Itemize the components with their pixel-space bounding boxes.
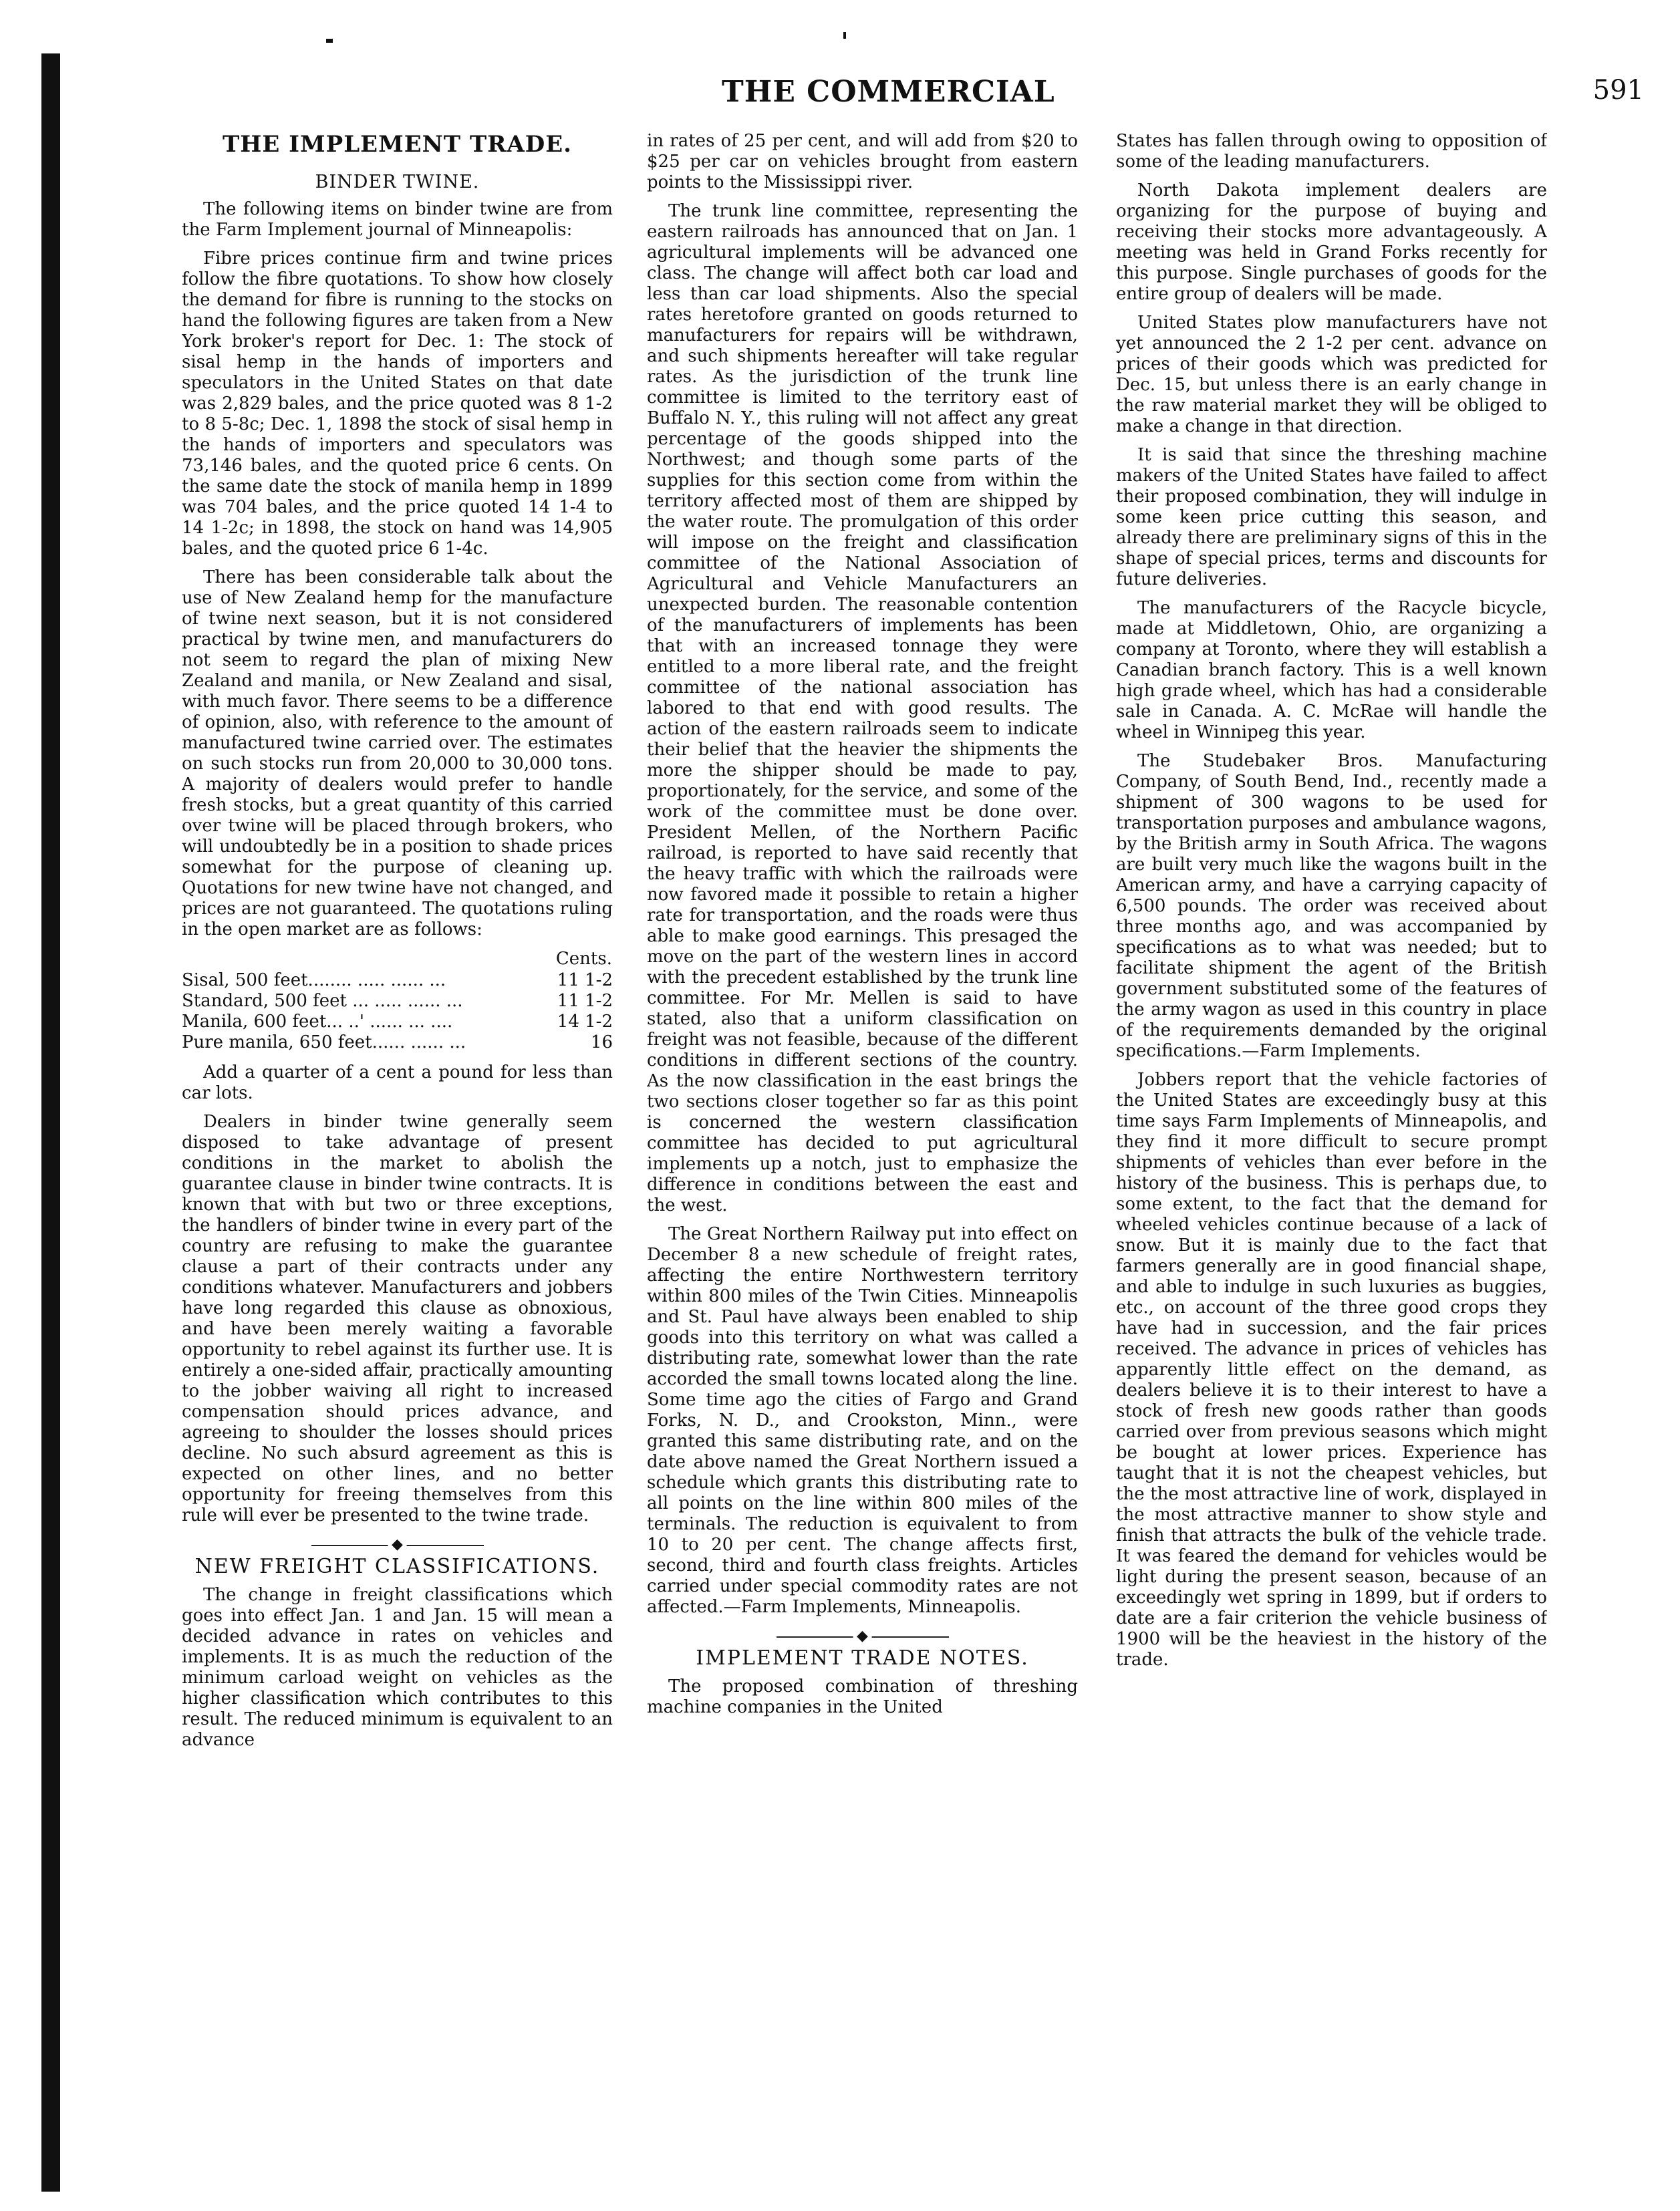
paragraph: The Studebaker Bros. Manufacturing Company, of South Bend, Ind., recently made a shipment of 300 wagons to be used for transportation purposes and ambulance wagons, by the British army in South Africa. The wagons are built very much like the wagons built in the American army, and have a carrying capacity of 6,500 pounds. The order was received about three months ago, and was accompanied by specifications as to what was needed; but to facilitate shipment the agent of the British government substituted some of the features of the army wagon as used in this country in place of the requirements demanded by the original specifications.—Farm Implements.: [1116, 751, 1547, 1061]
scan-speck: [843, 32, 846, 39]
paragraph: States has fallen through owing to opposition of some of the leading manufacturers.: [1116, 131, 1547, 172]
price-item: Manila, 600 feet... ..' ...... ... ....: [182, 1012, 453, 1032]
article-subheading: BINDER TWINE.: [315, 172, 480, 192]
table-row: [182, 970, 613, 991]
article-heading: THE IMPLEMENT TRADE.: [222, 131, 573, 158]
page-number: 591: [1592, 75, 1644, 106]
paragraph: Dealers in binder twine generally seem disposed to take advantage of present conditions in the market to abolish the guarantee clause in binder twine contracts. It is known that with but two or three exceptions, the handlers of binder twine in every part of the country are refusing to make the guarantee clause a part of their contracts under any conditions whatever. Manufacturers and jobbers have long regarded this clause as obnoxious, and have been merely waiting a favorable opportunity to rebel against its further use. It is entirely a one-sided affair, practically amounting to the jobber waiving all right to increased compensation should prices advance, and agreeing to shoulder the losses should prices decline. No such absurd agreement as this is expected on other lines, and no better opportunity for freeing themselves from this rule will ever be presented to the twine trade.: [182, 1112, 613, 1525]
column-2: [647, 131, 1078, 2162]
paragraph: The proposed combination of threshing machine companies in the United: [647, 1676, 1078, 1717]
twine-price-table: [182, 948, 613, 1053]
column-1: [182, 131, 613, 2162]
price-value: 11 1-2: [557, 970, 613, 990]
paragraph: United States plow manufacturers have not yet announced the 2 1-2 per cent. advance on prices of their goods which was predicted for Dec. 15, but unless there is an early change in the raw material market they will be obliged to make a change in that direction.: [1116, 313, 1547, 436]
paragraph: It is said that since the threshing machine makers of the United States have failed to affect their proposed combination, they will indulge in some keen price cutting this season, and already there are preliminary signs of this in the shape of special prices, terms and discounts for future deliveries.: [1116, 445, 1547, 589]
price-column-header: Cents.: [555, 949, 612, 969]
table-row: [182, 991, 613, 1012]
column-3: [1116, 131, 1547, 2162]
price-value: 16: [590, 1032, 613, 1052]
publication-title: THE COMMERCIAL: [722, 75, 1055, 109]
price-value: 11 1-2: [557, 991, 613, 1011]
paragraph: North Dakota implement dealers are organizing for the purpose of buying and receiving their stocks more advantageously. A meeting was held in Grand Forks recently for this purpose. Single purchases of goods for the entire group of dealers will be made.: [1116, 180, 1547, 304]
section-heading: IMPLEMENT TRADE NOTES.: [696, 1646, 1029, 1670]
paragraph: The following items on binder twine are from the Farm Implement journal of Minneapolis:: [182, 199, 613, 240]
paragraph: The change in freight classifications which goes into effect Jan. 1 and Jan. 15 will mean a decided advance in rates on vehicles and implements. It is as much the reduction of the minimum carload weight on vehicles as the higher classification which contributes to this result. The reduced minimum is equivalent to an advance: [182, 1585, 613, 1750]
paragraph: Fibre prices continue firm and twine prices follow the fibre quotations. To show how closely the demand for fibre is running to the stocks on hand the following figures are taken from a New York broker's report for Dec. 1: The stock of sisal hemp in the hands of importers and speculators in the United States on that date was 2,829 bales, and the price quoted was 8 1-2 to 8 5-8c; Dec. 1, 1898 the stock of sisal hemp in the hands of importers and speculators was 73,146 bales, and the quoted price 6 cents. On the same date the stock of manila hemp in 1899 was 704 bales, and the price quoted 14 1-4 to 14 1-2c; in 1898, the stock on hand was 14,905 bales, and the quoted price 6 1-4c.: [182, 249, 613, 559]
paragraph: The Great Northern Railway put into effect on December 8 a new schedule of freight rates, affecting the entire Northwestern territory within 800 miles of the Twin Cities. Minneapolis and St. Paul have always been enabled to ship goods into this territory on what was called a distributing rate, somewhat lower than the rate accorded the small towns located along the line. Some time ago the cities of Fargo and Grand Forks, N. D., and Crookston, Minn., were granted this same distributing rate, and on the date above named the Great Northern issued a schedule which grants this distributing rate to all points on the line within 800 miles of the terminals. The reduction is equivalent to from 10 to 20 per cent. The change affects first, second, third and fourth class freights. Articles carried under special commodity rates are not affected.—Farm Implements, Minneapolis.: [647, 1224, 1078, 1617]
price-value: 14 1-2: [557, 1012, 613, 1032]
paragraph: The trunk line committee, representing the eastern railroads has announced that on Jan. 1 agricultural implements will be advanced one class. The change will affect both car load and less than car load shipments. Also the special rates heretofore granted on goods returned to manufacturers for repairs will be withdrawn, and such shipments hereafter will take regular rates. As the jurisdiction of the trunk line committee is limited to the territory east of Buffalo N. Y., this ruling will not affect any great percentage of the goods shipped into the Northwest; and though some parts of the supplies for this section come from within the territory affected most of them are shipped by the water route. The promulgation of this order will impose on the freight and classification committee of the National Association of Agricultural and Vehicle Manufacturers an unexpected burden. The reasonable contention of the manufacturers of implements has been that with an increased tonnage they were entitled to a more liberal rate, and the freight committee of the national association has labored to that end with good results. The action of the eastern railroads seem to indicate their belief that the heavier the shipments the more the shipper should be made to pay, proportionately, for the service, and some of the work of the committee must be done over. President Mellen, of the Northern Pacific railroad, is reported to have said recently that the heavy traffic with which the railroads were now favored made it possible to retain a higher rate for transportation, and the roads were thus able to make good earnings. This presaged the move on the part of the western lines in accord with the precedent established by the trunk line committee. For Mr. Mellen is said to have stated, also that a uniform classification on freight was not feasible, because of the different conditions in different sections of the country. As the now classification in the east brings the two sections closer together so far as this point is concerned the western classification committee has decided to put agricultural implements up a notch, just to emphasize the difference in conditions between the east and the west.: [647, 201, 1078, 1215]
price-item: Sisal, 500 feet........ ..... ...... ...: [182, 970, 446, 990]
section-divider: [777, 1636, 949, 1638]
section-heading: NEW FREIGHT CLASSIFICATIONS.: [194, 1555, 600, 1578]
binding-edge: [41, 53, 60, 2192]
price-item: Standard, 500 feet ... ..... ...... ...: [182, 991, 463, 1011]
paragraph: in rates of 25 per cent, and will add from $20 to $25 per car on vehicles brought from eastern points to the Mississippi river.: [647, 131, 1078, 192]
table-row: [182, 1012, 613, 1032]
paragraph: The manufacturers of the Racycle bicycle, made at Middletown, Ohio, are organizing a company at Toronto, where they will establish a Canadian branch factory. This is a well known high grade wheel, which has had a considerable sale in Canada. A. C. McRae will handle the wheel in Winnipeg this year.: [1116, 598, 1547, 742]
price-item: Pure manila, 650 feet...... ...... ...: [182, 1032, 466, 1052]
running-head: [154, 75, 1644, 115]
paragraph: Add a quarter of a cent a pound for less than car lots.: [182, 1062, 613, 1103]
table-row: [182, 1032, 613, 1053]
section-divider: [311, 1545, 484, 1546]
paragraph: Jobbers report that the vehicle factories of the United States are exceedingly busy at this time says Farm Implements of Minneapolis, and they find it more difficult to secure prompt shipments of vehicles than ever before in the history of the business. This is perhaps due, to some extent, to the fact that the demand for wheeled vehicles continue because of a lack of snow. But it is mainly due to the fact that farmers generally are in good financial shape, and able to indulge in such luxuries as buggies, etc., on account of the three good crops they have had in succession, and the fair prices received. The advance in prices of vehicles has apparently little effect on the demand, as dealers believe it is to their interest to have a stock of fresh new goods rather than goods carried over from previous seasons which might be bought at lower prices. Experience has taught that it is not the cheapest vehicles, but the the most attractive line of work, displayed in the most attractive manner to show style and finish that attracts the bulk of the vehicle trade. It was feared the demand for vehicles would be light during the present season, because of an exceedingly wet spring in 1899, but if orders to date are a fair criterion the vehicle business of 1900 will be the heaviest in the history of the trade.: [1116, 1070, 1547, 1670]
scan-speck: [326, 39, 333, 43]
paragraph: There has been considerable talk about the use of New Zealand hemp for the manufacture of twine next season, but it is not considered practical by twine men, and manufacturers do not seem to regard the plan of mixing New Zealand and manila, or New Zealand and sisal, with much favor. There seems to be a difference of opinion, also, with reference to the amount of manufactured twine carried over. The estimates on such stocks run from 20,000 to 30,000 tons. A majority of dealers would prefer to handle fresh stocks, but a great quantity of this carried over twine will be placed through brokers, who will undoubtedly be in a position to shade prices somewhat for the purpose of cleaning up. Quotations for new twine have not changed, and prices are not guaranteed. The quotations ruling in the open market are as follows:: [182, 567, 613, 939]
